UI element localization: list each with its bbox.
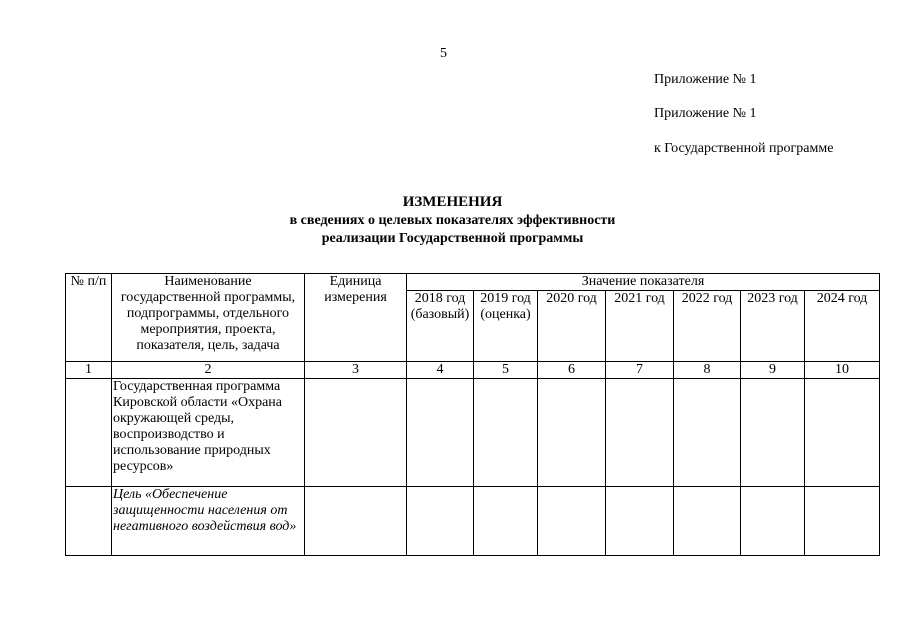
header-name: Наименование государственной программы, подпрограммы, отдельного мероприятия, проекта, показателя, цель, задача <box>112 274 305 362</box>
header-year: 2020 год <box>538 291 606 362</box>
column-number: 5 <box>474 362 538 379</box>
column-number: 10 <box>805 362 880 379</box>
row-no <box>66 379 112 487</box>
column-number: 3 <box>305 362 407 379</box>
appendix-line-3: к Государственной программе <box>654 141 834 156</box>
row-unit <box>305 379 407 487</box>
row-name: Государственная программа Кировской области «Охрана окружающей среды, воспроизводство и использование природных ресурсов» <box>112 379 305 487</box>
row-no <box>66 487 112 556</box>
row-value <box>606 379 674 487</box>
row-unit <box>305 487 407 556</box>
column-numbers-row <box>66 362 880 379</box>
row-value <box>407 487 474 556</box>
row-name: Цель «Обеспечение защищенности населения от негативного воздействия вод» <box>112 487 305 556</box>
appendix-line-2: Приложение № 1 <box>654 106 757 121</box>
appendix-line-1: Приложение № 1 <box>654 72 757 87</box>
row-value <box>674 379 741 487</box>
header-year: 2019 год (оценка) <box>474 291 538 362</box>
table-row <box>66 487 880 556</box>
header-year: 2024 год <box>805 291 880 362</box>
row-value <box>538 379 606 487</box>
column-number: 1 <box>66 362 112 379</box>
header-unit: Единица измерения <box>305 274 407 362</box>
column-number: 6 <box>538 362 606 379</box>
header-year: 2018 год (базовый) <box>407 291 474 362</box>
column-number: 9 <box>741 362 805 379</box>
column-number: 7 <box>606 362 674 379</box>
row-value <box>805 379 880 487</box>
column-number: 8 <box>674 362 741 379</box>
row-value <box>805 487 880 556</box>
document-subtitle-1: в сведениях о целевых показателях эффективности <box>289 213 616 228</box>
page-number: 5 <box>440 46 447 61</box>
header-year: 2023 год <box>741 291 805 362</box>
indicators-table <box>65 273 880 556</box>
column-number: 4 <box>407 362 474 379</box>
document-title: ИЗМЕНЕНИЯ <box>402 194 503 210</box>
header-value-group: Значение показателя <box>407 274 880 291</box>
document-subtitle-2: реализации Государственной программы <box>321 231 584 246</box>
row-value <box>606 487 674 556</box>
table-header-row <box>66 274 880 291</box>
header-year: 2022 год <box>674 291 741 362</box>
header-year: 2021 год <box>606 291 674 362</box>
column-number: 2 <box>112 362 305 379</box>
row-value <box>674 487 741 556</box>
row-value <box>407 379 474 487</box>
header-no: № п/п <box>66 274 112 362</box>
row-value <box>538 487 606 556</box>
row-value <box>474 487 538 556</box>
table-row <box>66 379 880 487</box>
row-value <box>474 379 538 487</box>
row-value <box>741 487 805 556</box>
row-value <box>741 379 805 487</box>
